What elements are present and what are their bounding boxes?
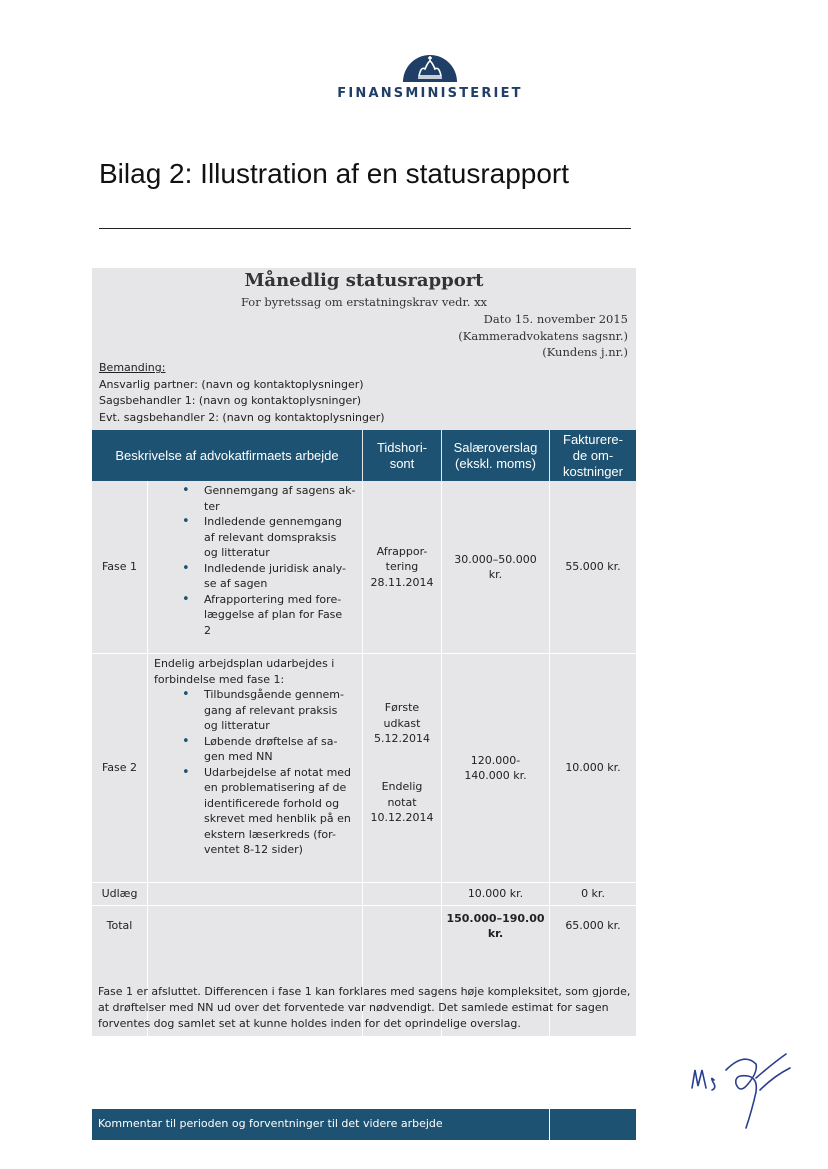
timeline-cell: Første udkast 5.12.2014 bbox=[374, 701, 430, 745]
header-fee-estimate: Salæroverslag (ekskl. moms) bbox=[442, 430, 549, 481]
comment-header bbox=[92, 1109, 636, 1140]
report-date: Dato 15. november 2015 bbox=[483, 312, 628, 326]
staffing-line: Evt. sagsbehandler 2: (navn og kontaktoplysninger) bbox=[99, 410, 385, 424]
status-report bbox=[92, 268, 636, 1130]
task-intro: Endelig arbejdsplan udarbejdes i forbindelse med fase 1: bbox=[154, 657, 335, 686]
task-item: • Afrapportering med fore- læggelse af plan for Fase 2 bbox=[204, 592, 362, 639]
report-title: Månedlig statusrapport bbox=[244, 270, 484, 291]
phase-label: Udlæg bbox=[101, 887, 138, 901]
phase-label: Fase 2 bbox=[101, 761, 138, 775]
task-item: • Løbende drøftelse af sa- gen med NN bbox=[204, 734, 362, 765]
task-item: • Indledende juridisk analy- se af sagen bbox=[204, 561, 362, 592]
grid-line bbox=[549, 1109, 550, 1140]
task-item: • Udarbejdelse af notat med en problematisering af de identificerede forhold og skrevet med henblik på en ekstern læserkreds (for- ventet 8-12 sider) bbox=[204, 765, 362, 858]
comment-label: Kommentar til perioden og forventninger til det videre arbejde bbox=[98, 1117, 443, 1130]
task-list bbox=[148, 656, 362, 882]
crown-emblem-icon bbox=[401, 52, 459, 84]
invoiced-cell: 55.000 kr. bbox=[565, 560, 621, 574]
estimate-cell: 150.000–190.00 kr. bbox=[446, 911, 545, 940]
header-timeline: Tidshori- sont bbox=[363, 430, 441, 481]
task-item: • Indledende gennemgang af relevant domspraksis og litteratur bbox=[204, 514, 362, 561]
logo-wordmark: FINANSMINISTERIET bbox=[337, 86, 523, 101]
task-item: • Tilbundsgående gennem- gang af relevant praksis og litteratur bbox=[204, 687, 362, 734]
timeline-cell: Afrappor- tering 28.11.2014 bbox=[370, 544, 434, 589]
staffing-line: Ansvarlig partner: (navn og kontaktoplysninger) bbox=[99, 377, 364, 391]
task-list bbox=[148, 483, 362, 653]
invoiced-cell: 10.000 kr. bbox=[565, 761, 621, 775]
estimate-cell: 120.000- 140.000 kr. bbox=[464, 753, 527, 782]
logo bbox=[330, 52, 530, 101]
task-item: • Gennemgang af sagens ak- ter bbox=[204, 483, 362, 514]
handwritten-signature-icon bbox=[686, 1040, 806, 1135]
report-case-number: (Kammeradvokatens sagsnr.) bbox=[458, 329, 628, 343]
signature bbox=[686, 1040, 806, 1140]
phase-label: Fase 1 bbox=[101, 560, 138, 574]
timeline-cell: Endelig notat 10.12.2014 bbox=[370, 780, 434, 824]
header-description: Beskrivelse af advokatfirmaets arbejde bbox=[92, 430, 362, 481]
comment-text: Fase 1 er afsluttet. Differencen i fase 1 kan forklares med sagens høje kompleksitet, som gjorde, at drøftelser med NN ud over det forventede var nødvendigt. Det samlede estimat for sagen forventes dog samlet set at kunne holdes inden for det oprindelige overslag. bbox=[98, 985, 631, 1030]
estimate-cell: 10.000 kr. bbox=[467, 887, 524, 901]
page-title: Bilag 2: Illustration af en statusrapport bbox=[99, 158, 570, 189]
report-client-ref: (Kundens j.nr.) bbox=[542, 345, 628, 359]
header-invoiced: Fakturere- de om- kostninger bbox=[550, 430, 636, 481]
staffing-line: Sagsbehandler 1: (navn og kontaktoplysninger) bbox=[99, 394, 362, 407]
invoiced-cell: 65.000 kr. bbox=[565, 919, 621, 933]
estimate-cell: 30.000–50.000 kr. bbox=[454, 552, 537, 581]
report-subtitle: For byretssag om erstatningskrav vedr. xx bbox=[240, 295, 488, 309]
staffing-heading: Bemanding: bbox=[99, 361, 166, 374]
title-divider bbox=[99, 228, 631, 229]
phase-label: Total bbox=[106, 919, 133, 933]
staffing-block bbox=[99, 360, 385, 426]
invoiced-cell: 0 kr. bbox=[581, 887, 605, 901]
